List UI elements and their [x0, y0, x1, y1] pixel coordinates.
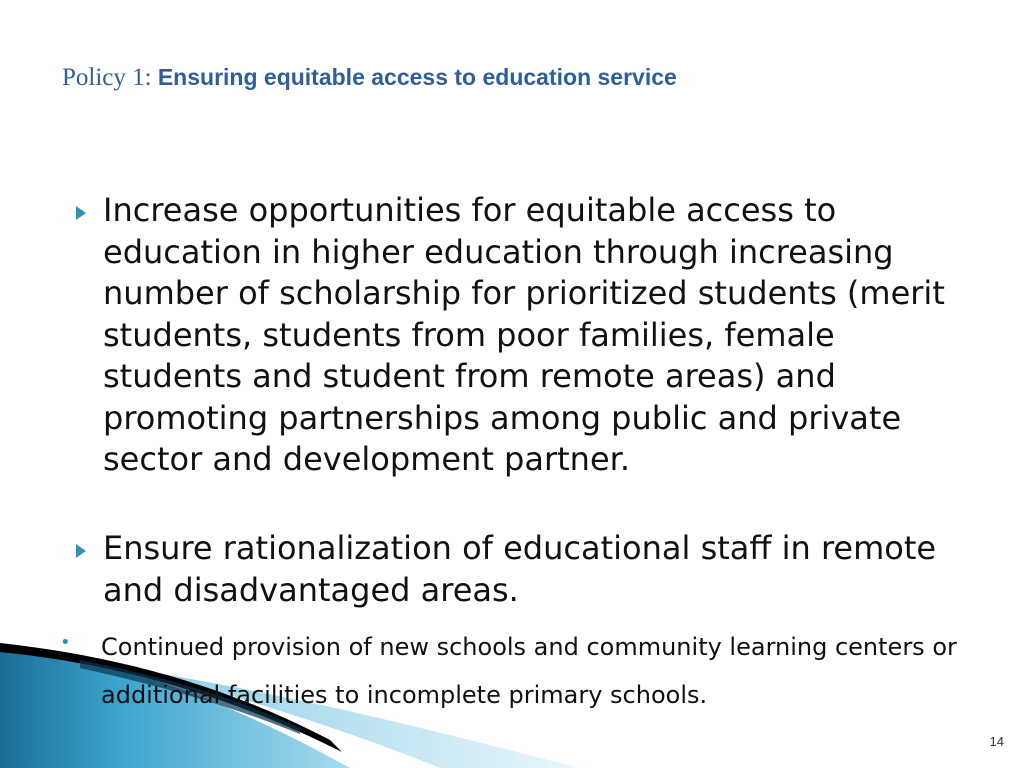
- bullet-item: Ensure rationalization of educational staff in remote and disadvantaged areas.: [103, 529, 937, 609]
- title-main: Ensuring equitable access to education service: [157, 64, 677, 90]
- bullet-item: Increase opportunities for equitable access to education in higher education through increasing number of scholarship for prioritized students (merit students, students from poor families, female students and student from remote areas) and promoting partnerships among public and private sector and development partner.: [103, 191, 945, 478]
- sub-bullet-item: Continued provision of new schools and community learning centers or additional facilities to incomplete primary schools.: [101, 633, 957, 709]
- page-number: 14: [989, 734, 1004, 749]
- bullet-dot-icon: •: [60, 632, 71, 653]
- title-prefix: Policy 1:: [62, 64, 158, 91]
